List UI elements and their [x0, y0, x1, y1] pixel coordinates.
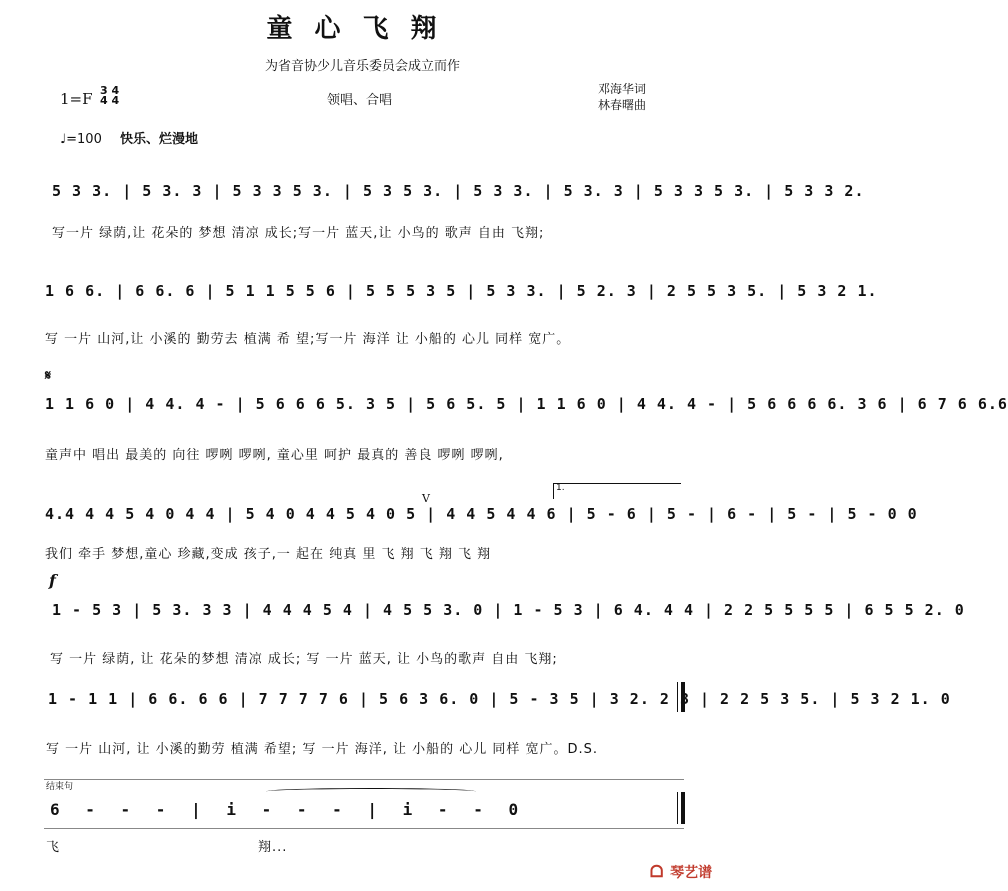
- final-barline-thick: [681, 682, 685, 712]
- ending-lyric-1: 飞: [46, 840, 61, 855]
- tempo-marking: [60, 128, 198, 147]
- final-barline-thin: [677, 682, 678, 712]
- voice-type: 领唱、合唱: [327, 93, 393, 108]
- system-3-lyrics: 童声中 唱出 最美的 向往 啰咧 啰咧, 童心里 呵护 最真的 善良 啰咧 啰咧,: [45, 448, 504, 463]
- dynamic-forte: f: [49, 571, 56, 590]
- ending-barline-thin: [677, 792, 678, 824]
- first-ending-bracket: [553, 483, 681, 484]
- song-subtitle: 为省音协少儿音乐委员会成立而作: [264, 59, 460, 74]
- system-4-lyrics: 我们 牵手 梦想,童心 珍藏,变成 孩子,一 起在 纯真 里 飞 翔 飞 翔 飞 翔: [45, 547, 492, 562]
- system-5-notes: 1 - 5 3 | 5 3. 3 3 | 4 4 4 5 4 | 4 5 5 3. 0 | 1 - 5 3 | 6 4. 4 4 | 2 2 5 5 5 5 | 6 5 5 2. 0: [52, 601, 965, 619]
- logo-text: 琴艺谱: [670, 865, 713, 881]
- breath-mark: V: [422, 492, 430, 505]
- first-ending-label: 1.: [556, 483, 565, 493]
- system-4-notes: 4.4 4 4 5 4 0 4 4 | 5 4 0 4 4 5 4 0 5 | 4 4 5 4 4 6 | 5 - 6 | 5 - | 6 - | 5 - | 5 - 0 0: [45, 505, 918, 523]
- system-6-notes: 1 - 1 1 | 6 6. 6 6 | 7 7 7 7 6 | 5 6 3 6. 0 | 5 - 3 5 | 3 2. 2 3 | 2 2 5 3 5. | 5 3 2 1. 0: [48, 690, 951, 708]
- logo-icon: ᗝ: [650, 862, 664, 881]
- ending-notes: 6 - - - | i - - - | i - - 0: [50, 800, 527, 819]
- site-logo: [650, 862, 712, 882]
- first-ending-bracket-tick: [553, 483, 554, 499]
- system-1-lyrics: 写一片 绿荫,让 花朵的 梦想 清凉 成长;写一片 蓝天,让 小鸟的 歌声 自由 飞翔;: [52, 226, 545, 241]
- tempo-bpm: ♩=100: [60, 132, 102, 147]
- system-2-notes: 1 6 6. | 6 6. 6 | 5 1 1 5 5 6 | 5 5 5 3 5 | 5 3 3. | 5 2. 3 | 2 5 5 3 5. | 5 3 2 1.: [45, 282, 878, 300]
- system-6-lyrics: 写 一片 山河, 让 小溪的勤劳 植满 希望; 写 一片 海洋, 让 小船的 心儿 同样 宽广。D.S.: [46, 742, 599, 757]
- song-title: 童心飞翔: [266, 14, 459, 44]
- composer-credit: 林春曙曲: [598, 98, 647, 112]
- time-signature-3-4: 3 4: [100, 84, 120, 97]
- ending-label: 结束句: [46, 782, 74, 792]
- system-1-notes: 5 3 3. | 5 3. 3 | 5 3 3 5 3. | 5 3 5 3. | 5 3 3. | 5 3. 3 | 5 3 3 5 3. | 5 3 3 2.: [52, 182, 865, 200]
- lyricist-credit: 邓海华词: [598, 82, 647, 96]
- system-5-lyrics: 写 一片 绿荫, 让 花朵的梦想 清凉 成长; 写 一片 蓝天, 让 小鸟的歌声 自由 飞翔;: [50, 652, 558, 667]
- ending-lyric-2: 翔...: [258, 840, 288, 855]
- system-2-lyrics: 写 一片 山河,让 小溪的 勤劳去 植满 希 望;写一片 海洋 让 小船的 心儿 同样 宽广。: [45, 332, 571, 347]
- time-signature-4-4: 4 4: [100, 94, 120, 107]
- system-3-notes: 1 1 6 0 | 4 4. 4 - | 5 6 6 6 5. 3 5 | 5 6 5. 5 | 1 1 6 0 | 4 4. 4 - | 5 6 6 6 6. 3 6 | 6 7 6 6.6: [45, 395, 1008, 413]
- time-signature: [100, 86, 119, 106]
- key-signature: 1=F: [60, 90, 93, 108]
- segno-sign: 𝄋: [45, 368, 52, 384]
- tempo-expression: 快乐、烂漫地: [119, 132, 198, 147]
- ending-tie: [266, 788, 476, 795]
- ending-barline-thick: [681, 792, 685, 824]
